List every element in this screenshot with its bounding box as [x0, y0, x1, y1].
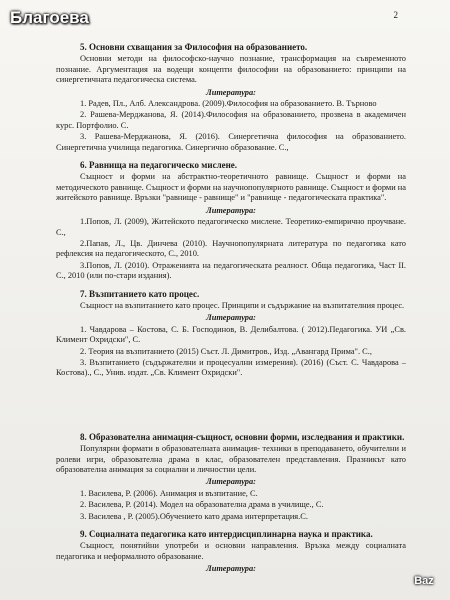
- reference-item: 2. Теория на възпитанието (2015) Съст. Л. Димитров., Изд. „Авангард Прима". С.,: [80, 346, 372, 356]
- literature-label: Литература:: [206, 564, 256, 574]
- reference-item: 2. Рашева-Мерджанова, Я. (2014).Философия на образованието, прозвена в академичен курс. Портфолио. С.: [56, 110, 406, 130]
- reference-item: 1. Чавдарова – Костова, С. Б. Господинов, В. Делибалтова. ( 2012).Педагогика. УИ „Св. Климент Охридски", С.: [56, 324, 406, 345]
- section-9: [56, 529, 406, 575]
- watermark-badge: Baz: [414, 575, 434, 587]
- reference-item: 1.Попов, Л. (2009), Житейското педагогическо мислене. Теоретико-емпирично проучване. С.,: [56, 217, 406, 237]
- section-6: [56, 160, 406, 281]
- reference-item: 1. Василева, Р. (2006). Анимация и възпитание, С.: [80, 488, 258, 498]
- section-5: [56, 42, 406, 153]
- section-body: Същност и форми на абстрактно-теоретичното равнище. Същност и форми на методическото равнище. Същност и форми на научнопопулярното равнище. Същност и форми на житейското равнище. Връзки "равнище - равнище" и "равнище - педагогическата практика".: [56, 172, 406, 203]
- section-body: Същност, понятийни употреби и основни направления. Връзка между социалната педагогика и неформалното образование.: [56, 541, 406, 561]
- reference-item: 3. Василева , Р. (2005).Обучението като драма интерпретация.С.: [80, 511, 308, 521]
- section-body: Същност на възпитанието като процес. Принципи и съдържание на възпитателния процес.: [80, 300, 405, 310]
- reference-item: 3. Възпитанието (съдържателни и процесуални измерения). (2016) (Съст. С. Чавдарова – Костова)., С., Унив. издат. „Св. Климент Охридски".: [56, 357, 406, 378]
- reference-item: 3. Рашева-Мерджанова, Я. (2016). Синергетична философия на образованието. Синергетична училища педагогика. Синергично образование. С.,: [56, 132, 406, 152]
- reference-item: 2. Василева, Р. (2014). Модел на образователна драма в училище., С.: [80, 500, 324, 510]
- reference-item: 3.Попов, Л. (2010). Отраженията на педагогическата реалност. Обща педагогика, Част II. С., 2010 (или по-стари издания).: [56, 260, 406, 281]
- section-heading: 7. Възпитанието като процес.: [80, 288, 200, 299]
- literature-label: Литература:: [206, 205, 256, 215]
- section-8: [56, 432, 406, 522]
- page-number: 2: [393, 10, 398, 20]
- document-content: [56, 42, 406, 582]
- reference-item: 1. Радев, Пл., Алб. Александрова. (2009).Философия на образованието. В. Търново: [80, 99, 377, 109]
- section-heading: 9. Социалната педагогика като интердисциплинарна наука и практика.: [80, 529, 373, 540]
- blank-gap: [56, 386, 406, 432]
- section-heading: 6. Равнища на педагогическо мислене.: [80, 160, 238, 171]
- section-heading: 5. Основни схващания за Философия на образованието.: [80, 42, 308, 52]
- section-body: Основни методи на философско-научно познание, трансформация на съвременното познание. Аргументация на водещи концепти философии на образованието: принципи на синергетичната педагогическа система.: [56, 54, 406, 85]
- reference-item: 2.Папав, Л., Цв. Динчева (2010). Научнопопулярната литература по педагогика като рефлексия на педагогическото, С., 2010.: [56, 238, 406, 259]
- literature-label: Литература:: [206, 87, 256, 97]
- overlay-title: Благоева: [10, 8, 89, 27]
- literature-label: Литература:: [206, 313, 256, 323]
- section-body: Популярни формати в образователната анимация- техники в преподаването, обучителни и ролеви игри, образователна драма в клас, образователен представления. Празникът като образователна анимация за социални и личностни цели.: [56, 444, 406, 474]
- section-heading: 8. Образователна анимация-същност, основни форми, изследвания и практики.: [80, 431, 405, 442]
- literature-label: Литература:: [206, 477, 256, 487]
- section-7: [56, 289, 406, 379]
